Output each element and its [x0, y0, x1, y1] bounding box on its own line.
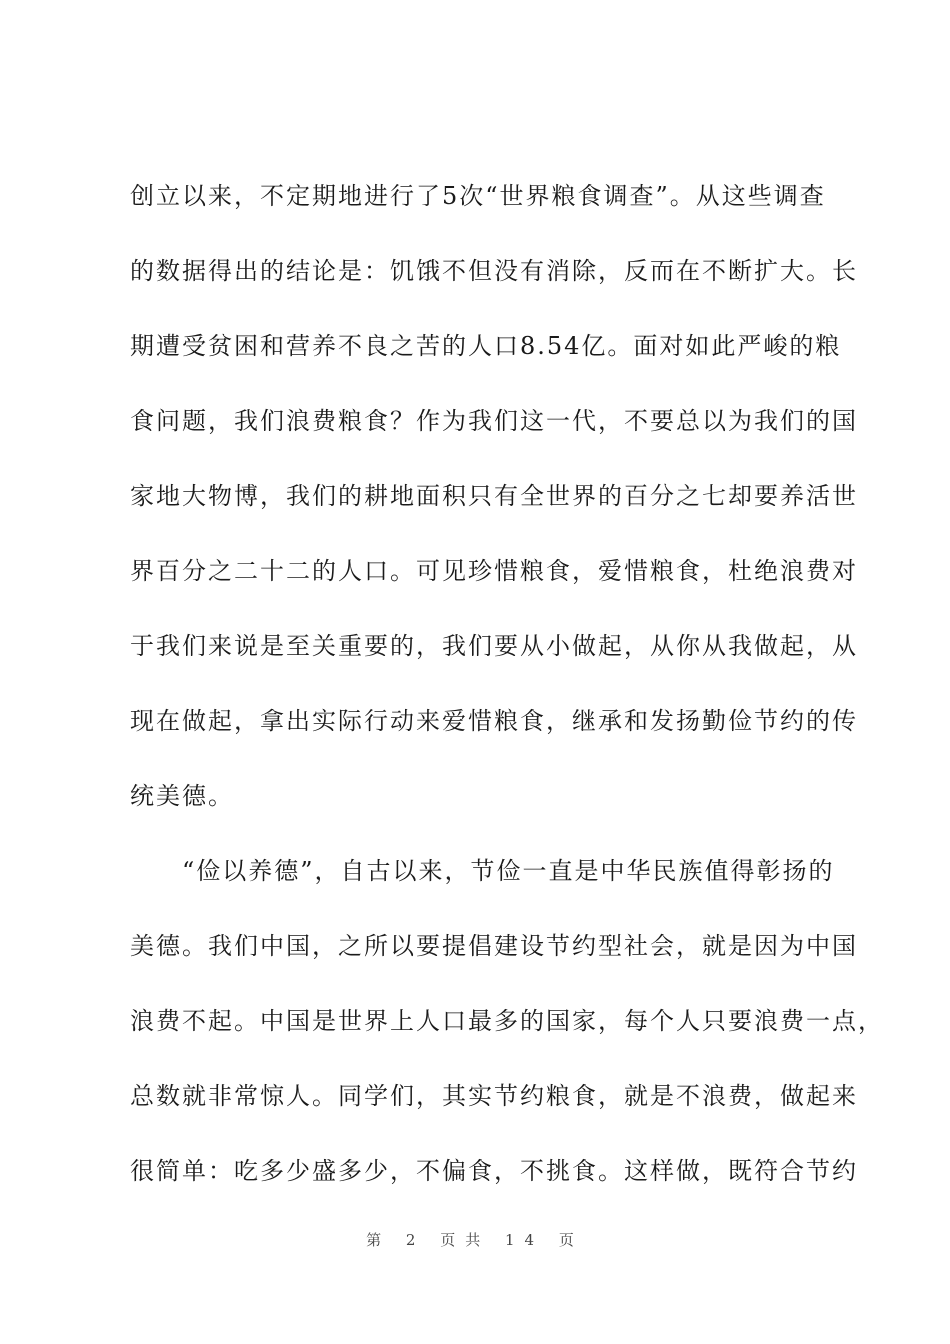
text-line: 创立以来，不定期地进行了5次“世界粮食调查”。从这些调查: [130, 182, 826, 210]
text-line: 期遭受贫困和营养不良之苦的人口8.54亿。面对如此严峻的粮: [130, 332, 842, 360]
text-line: 现在做起，拿出实际行动来爱惜粮食，继承和发扬勤俭节约的传: [130, 707, 858, 735]
text-line: 家地大物博，我们的耕地面积只有全世界的百分之七却要养活世: [130, 482, 858, 510]
text-line: 界百分之二十二的人口。可见珍惜粮食，爱惜粮食，杜绝浪费对: [130, 557, 858, 585]
text-line: 于我们来说是至关重要的，我们要从小做起，从你从我做起，从: [130, 632, 858, 660]
text-line: 的数据得出的结论是：饥饿不但没有消除，反而在不断扩大。长: [130, 257, 858, 285]
text-line: 很简单：吃多少盛多少，不偏食，不挑食。这样做，既符合节约: [130, 1157, 858, 1185]
page-number-footer: 第 2 页共 14 页: [366, 1231, 584, 1249]
text-line: 食问题，我们浪费粮食？作为我们这一代，不要总以为我们的国: [130, 407, 858, 435]
text-line: 统美德。: [130, 782, 234, 810]
paragraph-start-line: “俭以养德”，自古以来，节俭一直是中华民族值得彰扬的: [130, 857, 835, 885]
text-line: 美德。我们中国，之所以要提倡建设节约型社会，就是因为中国: [130, 932, 858, 960]
text-line: 总数就非常惊人。同学们，其实节约粮食，就是不浪费，做起来: [130, 1082, 858, 1110]
text-line: 浪费不起。中国是世界上人口最多的国家，每个人只要浪费一点，: [130, 1007, 884, 1035]
